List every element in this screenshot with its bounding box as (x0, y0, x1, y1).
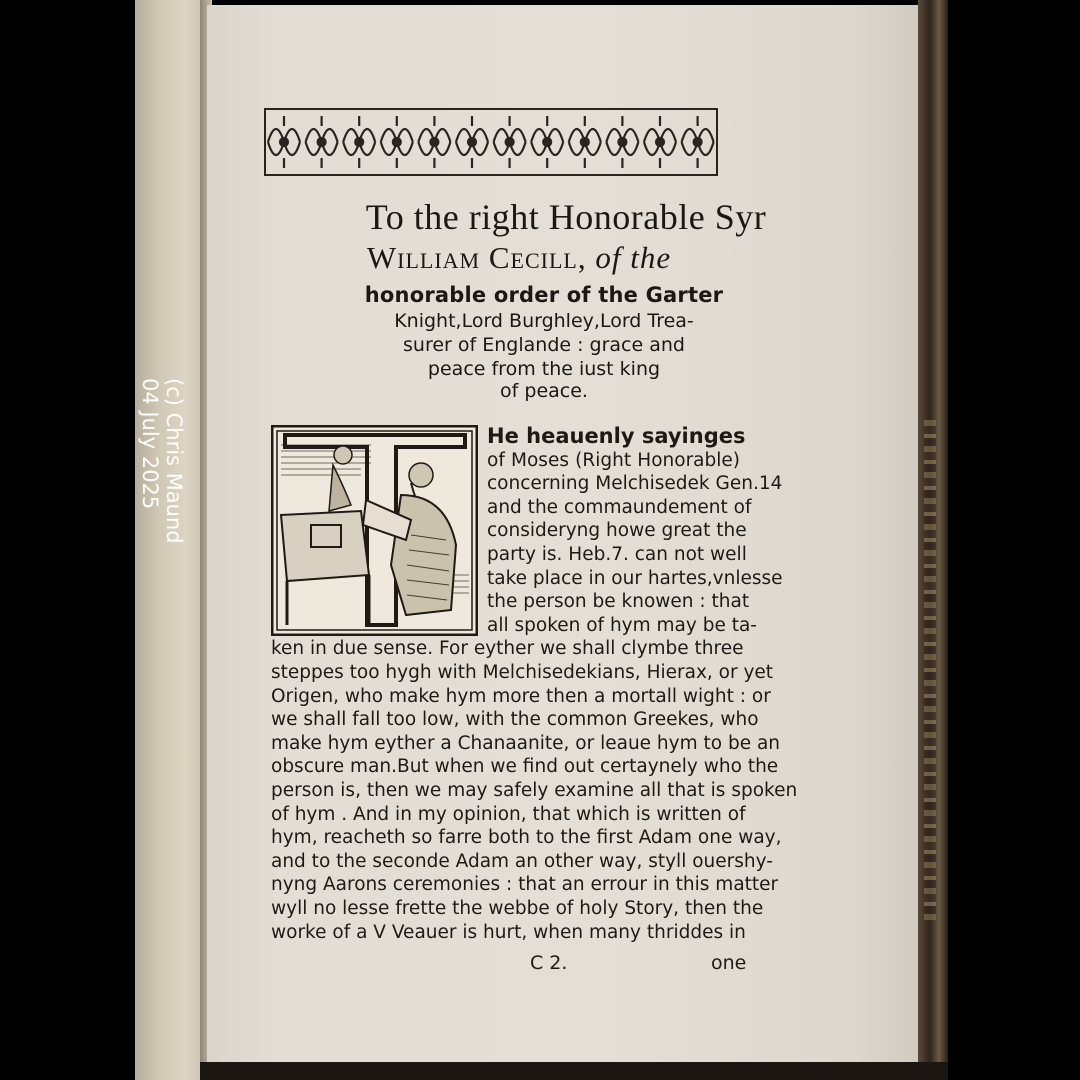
body-line: we shall fall too low, with the common Greekes, who (271, 709, 759, 731)
body-line: ken in due sense. For eyther we shall clymbe three (271, 638, 744, 660)
dedication-line-3: honorable order of the Garter (364, 283, 724, 307)
body-line: hym, reacheth so farre both to the first Adam one way, (271, 827, 782, 849)
body-line: and the commaundement of (487, 496, 752, 518)
body-line: all spoken of hym may be ta- (487, 614, 757, 636)
body-line: and to the seconde Adam an other way, styll ouershy- (271, 850, 773, 872)
dedication-line-2 (160, 240, 878, 276)
body-line: the person be knowen : that (487, 591, 750, 613)
body-line: person is, then we may safely examine all that is spoken (271, 780, 798, 801)
signature-mark: C 2. (530, 952, 568, 974)
dedication-line-6: peace from the iust king (427, 358, 661, 380)
watermark-line-2: 04 July 2025 (138, 378, 162, 510)
body-line: obscure man.But when we find out certaynely who the (271, 756, 779, 778)
body-line: consideryng howe great the (487, 520, 747, 542)
body-line: of hym . And in my opinion, that which is written of (271, 803, 746, 825)
dedication-line-1: To the right Honorable Syr (365, 197, 767, 237)
dedication-line-2-rest: of the (586, 240, 672, 275)
watermark-line-1: (c) Chris Maund (162, 378, 186, 544)
body-line: make hym eyther a Chanaanite, or leaue hym to be an (271, 732, 781, 754)
bottom-shadow (200, 1062, 948, 1080)
body-line: take place in our hartes,vnlesse (487, 567, 783, 589)
dedication-line-5: surer of Englande : grace and (403, 334, 685, 356)
book-binding (918, 0, 948, 1080)
body-line: steppes too hygh with Melchisedekians, Hierax, or yet (271, 662, 774, 683)
body-line: Origen, who make hym more then a mortall wight : or (271, 685, 771, 707)
dedication-line-7: of peace. (500, 380, 588, 402)
woodcut-initial-t (271, 425, 478, 636)
ornamental-headpiece (264, 108, 718, 176)
catchword: one (711, 952, 747, 974)
dedicatee-name: William Cecill, (366, 240, 587, 275)
body-line: He heauenly sayinges (487, 424, 746, 448)
body-line: nyng Aarons ceremonies : that an errour in this matter (271, 874, 779, 896)
body-line: of Moses (Right Honorable) (487, 449, 740, 471)
body-line: worke of a V Veauer is hurt, when many thriddes in (271, 921, 746, 943)
body-line: party is. Heb.7. can not well (487, 544, 747, 565)
dedication-line-4: Knight,Lord Burghley,Lord Trea- (394, 310, 694, 332)
copyright-watermark (138, 378, 186, 544)
body-line: concerning Melchisedek Gen.14 (487, 473, 783, 495)
body-line: wyll no lesse frette the webbe of holy Story, then the (271, 898, 764, 919)
